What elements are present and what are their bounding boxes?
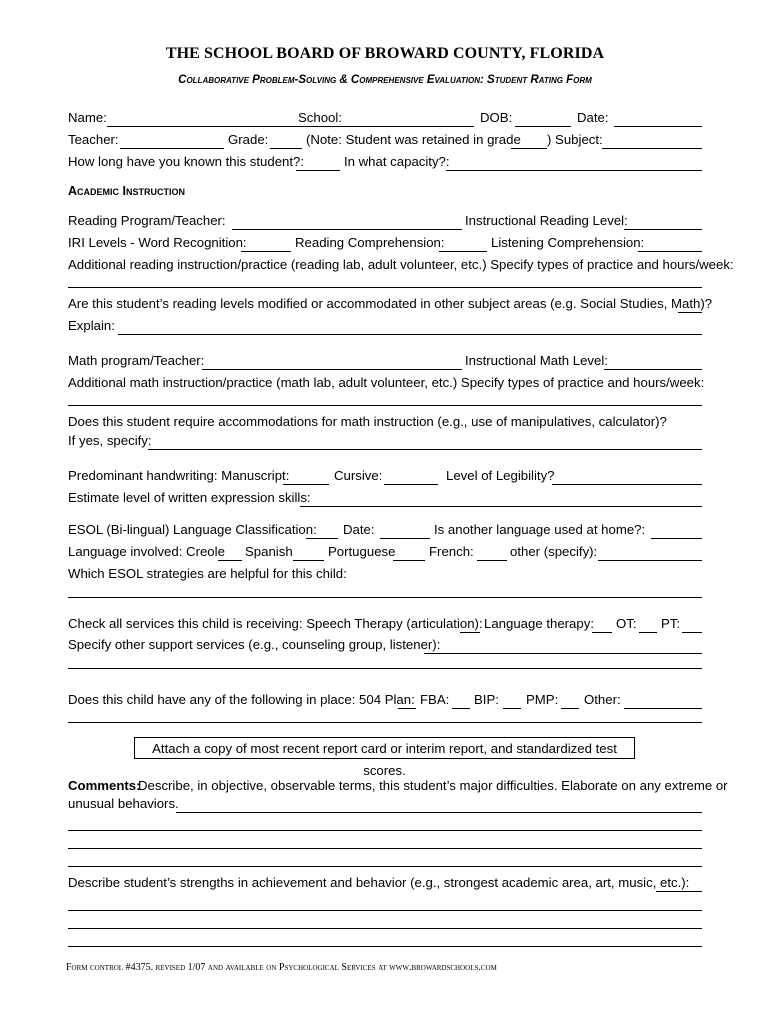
grade-label: Grade: xyxy=(228,132,269,147)
creole-label: Language involved: Creole xyxy=(68,544,225,559)
school-label: School: xyxy=(298,110,342,125)
math-program-label: Math program/Teacher: xyxy=(68,353,205,368)
ot-label: OT: xyxy=(616,616,637,631)
strengths-line-4[interactable] xyxy=(68,946,702,947)
instructional-reading-label: Instructional Reading Level: xyxy=(465,213,628,228)
written-expr-field[interactable] xyxy=(300,506,702,507)
reading-comp-label: Reading Comprehension: xyxy=(295,235,445,250)
plan-504-field[interactable] xyxy=(398,708,416,709)
in-place-label: Does this child have any of the following in place: 504 Plan: xyxy=(68,692,415,707)
additional-math-field[interactable] xyxy=(68,405,702,406)
spanish-label: Spanish xyxy=(245,544,293,559)
manuscript-field[interactable] xyxy=(283,484,329,485)
strengths-line-2[interactable] xyxy=(68,910,702,911)
fba-label: FBA: xyxy=(420,692,450,707)
dob-label: DOB: xyxy=(480,110,513,125)
additional-reading-label: Additional reading instruction/practice (reading lab, adult volunteer, etc.) Specify types of practice and hours/week: xyxy=(68,257,734,272)
other-specify-label: other (specify): xyxy=(510,544,598,559)
if-yes-label: If yes, specify: xyxy=(68,433,152,448)
comments-row xyxy=(68,778,728,794)
explain-field[interactable] xyxy=(118,334,702,335)
other-specify-field[interactable] xyxy=(598,560,702,561)
esol-row xyxy=(68,522,702,538)
additional-reading-field[interactable] xyxy=(68,287,702,288)
student-info-row-1 xyxy=(68,110,702,126)
cursive-label: Cursive: xyxy=(334,468,383,483)
handwriting-label: Predominant handwriting: Manuscript: xyxy=(68,468,290,483)
student-info-row-2 xyxy=(68,132,702,148)
if-yes-field[interactable] xyxy=(148,449,702,450)
known-label: How long have you known this student?: xyxy=(68,154,305,169)
math-accom-row xyxy=(68,414,702,430)
french-field[interactable] xyxy=(477,560,507,561)
language-therapy-label: Language therapy: xyxy=(484,616,594,631)
strengths-label: Describe student’s strengths in achievement and behavior (e.g., strongest academic area, art, music, etc.): xyxy=(68,875,690,890)
other-lang-field[interactable] xyxy=(651,538,702,539)
legibility-field[interactable] xyxy=(552,484,702,485)
pt-label: PT: xyxy=(661,616,681,631)
grade-field[interactable] xyxy=(270,148,302,149)
comments-instructions-2: unusual behaviors. xyxy=(68,796,179,811)
fba-field[interactable] xyxy=(452,708,470,709)
footer-form-control: Form control #4375. revised 1/07 and available on Psychological Services at www.browardschools.com xyxy=(66,962,497,973)
reading-comp-field[interactable] xyxy=(439,251,487,252)
other-support-line-2[interactable] xyxy=(68,668,702,669)
other-field[interactable] xyxy=(624,708,702,709)
section-heading-academic: Academic Instruction xyxy=(68,184,185,198)
written-expr-label: Estimate level of written expression skills: xyxy=(68,490,311,505)
esol-strategies-row xyxy=(68,566,702,582)
iri-label: IRI Levels - Word Recognition: xyxy=(68,235,247,250)
strengths-line-3[interactable] xyxy=(68,928,702,929)
written-expr-row xyxy=(68,490,702,506)
language-therapy-field[interactable] xyxy=(592,632,612,633)
comments-line-2[interactable] xyxy=(68,830,702,831)
other-support-row xyxy=(68,637,702,653)
form-subtitle: Collaborative Problem-Solving & Comprehensive Evaluation: Student Rating Form xyxy=(178,74,592,86)
attach-note-box: Attach a copy of most recent report card or interim report, and standardized test scores. xyxy=(134,737,635,759)
cursive-field[interactable] xyxy=(384,484,438,485)
explain-row xyxy=(68,318,702,334)
reading-modified-question: Are this student’s reading levels modified or accommodated in other subject areas (e.g. Social Studies, Math)? xyxy=(68,296,713,311)
portuguese-label: Portuguese xyxy=(328,544,396,559)
page-title: THE SCHOOL BOARD OF BROWARD COUNTY, FLORIDA xyxy=(165,45,605,62)
pt-field[interactable] xyxy=(682,632,702,633)
school-field[interactable] xyxy=(344,126,474,127)
explain-label: Explain: xyxy=(68,318,115,333)
esol-label: ESOL (Bi-lingual) Language Classification: xyxy=(68,522,317,537)
iri-row xyxy=(68,235,702,251)
spanish-field[interactable] xyxy=(293,560,324,561)
retained-grade-field[interactable] xyxy=(511,148,547,149)
date-field[interactable] xyxy=(614,126,702,127)
teacher-field[interactable] xyxy=(120,148,224,149)
comments-label: Comments: xyxy=(68,778,141,793)
esol-strategies-label: Which ESOL strategies are helpful for this child: xyxy=(68,566,347,581)
french-label: French: xyxy=(429,544,474,559)
other-support-label: Specify other support services (e.g., counseling group, listener): xyxy=(68,637,441,652)
esol-classification-field[interactable] xyxy=(306,538,338,539)
reading-program-field[interactable] xyxy=(232,229,462,230)
if-yes-row xyxy=(68,433,702,449)
math-program-field[interactable] xyxy=(202,369,462,370)
other-label: Other: xyxy=(584,692,621,707)
retained-note: (Note: Student was retained in grade xyxy=(306,132,521,147)
instructional-math-label: Instructional Math Level: xyxy=(465,353,608,368)
listening-comp-field[interactable] xyxy=(638,251,702,252)
name-field[interactable] xyxy=(107,126,357,127)
math-accom-question: Does this student require accommodations for math instruction (e.g., use of manipulatives, calculator)? xyxy=(68,414,667,429)
bip-field[interactable] xyxy=(503,708,521,709)
strengths-row xyxy=(68,875,702,891)
comments-row-2 xyxy=(68,796,702,812)
comments-line-3[interactable] xyxy=(68,848,702,849)
esol-strategies-field[interactable] xyxy=(68,597,702,598)
portuguese-field[interactable] xyxy=(393,560,425,561)
additional-reading-row xyxy=(68,257,734,273)
in-place-row xyxy=(68,692,702,708)
pmp-label: PMP: xyxy=(526,692,559,707)
other-support-field[interactable] xyxy=(424,653,702,654)
other-lang-label: Is another language used at home?: xyxy=(434,522,646,537)
word-recognition-field[interactable] xyxy=(241,251,291,252)
instructional-math-field[interactable] xyxy=(604,369,702,370)
additional-math-row xyxy=(68,375,705,391)
in-place-line-2[interactable] xyxy=(68,722,702,723)
reading-modified-field[interactable] xyxy=(678,312,702,313)
date-label: Date: xyxy=(577,110,609,125)
strengths-field[interactable] xyxy=(656,891,702,892)
comments-line-4[interactable] xyxy=(68,866,702,867)
known-duration-field[interactable] xyxy=(296,170,340,171)
pmp-field[interactable] xyxy=(561,708,579,709)
listening-comp-label: Listening Comprehension: xyxy=(491,235,645,250)
esol-date-field[interactable] xyxy=(380,538,430,539)
dob-field[interactable] xyxy=(515,126,571,127)
name-label: Name: xyxy=(68,110,107,125)
capacity-field[interactable] xyxy=(446,170,702,171)
math-program-row xyxy=(68,353,702,369)
creole-field[interactable] xyxy=(218,560,242,561)
subject-label: ) Subject: xyxy=(547,132,603,147)
subject-field[interactable] xyxy=(602,148,702,149)
speech-therapy-field[interactable] xyxy=(460,632,480,633)
additional-math-label: Additional math instruction/practice (math lab, adult volunteer, etc.) Specify types of practice and hours/week: xyxy=(68,375,705,390)
services-row xyxy=(68,616,702,632)
ot-field[interactable] xyxy=(639,632,657,633)
reading-program-row xyxy=(68,213,702,229)
capacity-label: In what capacity?: xyxy=(344,154,450,169)
esol-date-label: Date: xyxy=(343,522,375,537)
comments-field[interactable] xyxy=(176,812,702,813)
services-label: Check all services this child is receiving: Speech Therapy (articulation): xyxy=(68,616,483,631)
instructional-reading-field[interactable] xyxy=(624,229,702,230)
language-involved-row xyxy=(68,544,702,560)
reading-program-label: Reading Program/Teacher: xyxy=(68,213,226,228)
reading-modified-row xyxy=(68,296,713,312)
handwriting-row xyxy=(68,468,702,484)
student-info-row-3 xyxy=(68,154,702,170)
legibility-label: Level of Legibility? xyxy=(446,468,555,483)
comments-instructions: Describe, in objective, observable terms, this student’s major difficulties. Elaborate on any extreme or xyxy=(138,778,728,793)
teacher-label: Teacher: xyxy=(68,132,119,147)
bip-label: BIP: xyxy=(474,692,499,707)
